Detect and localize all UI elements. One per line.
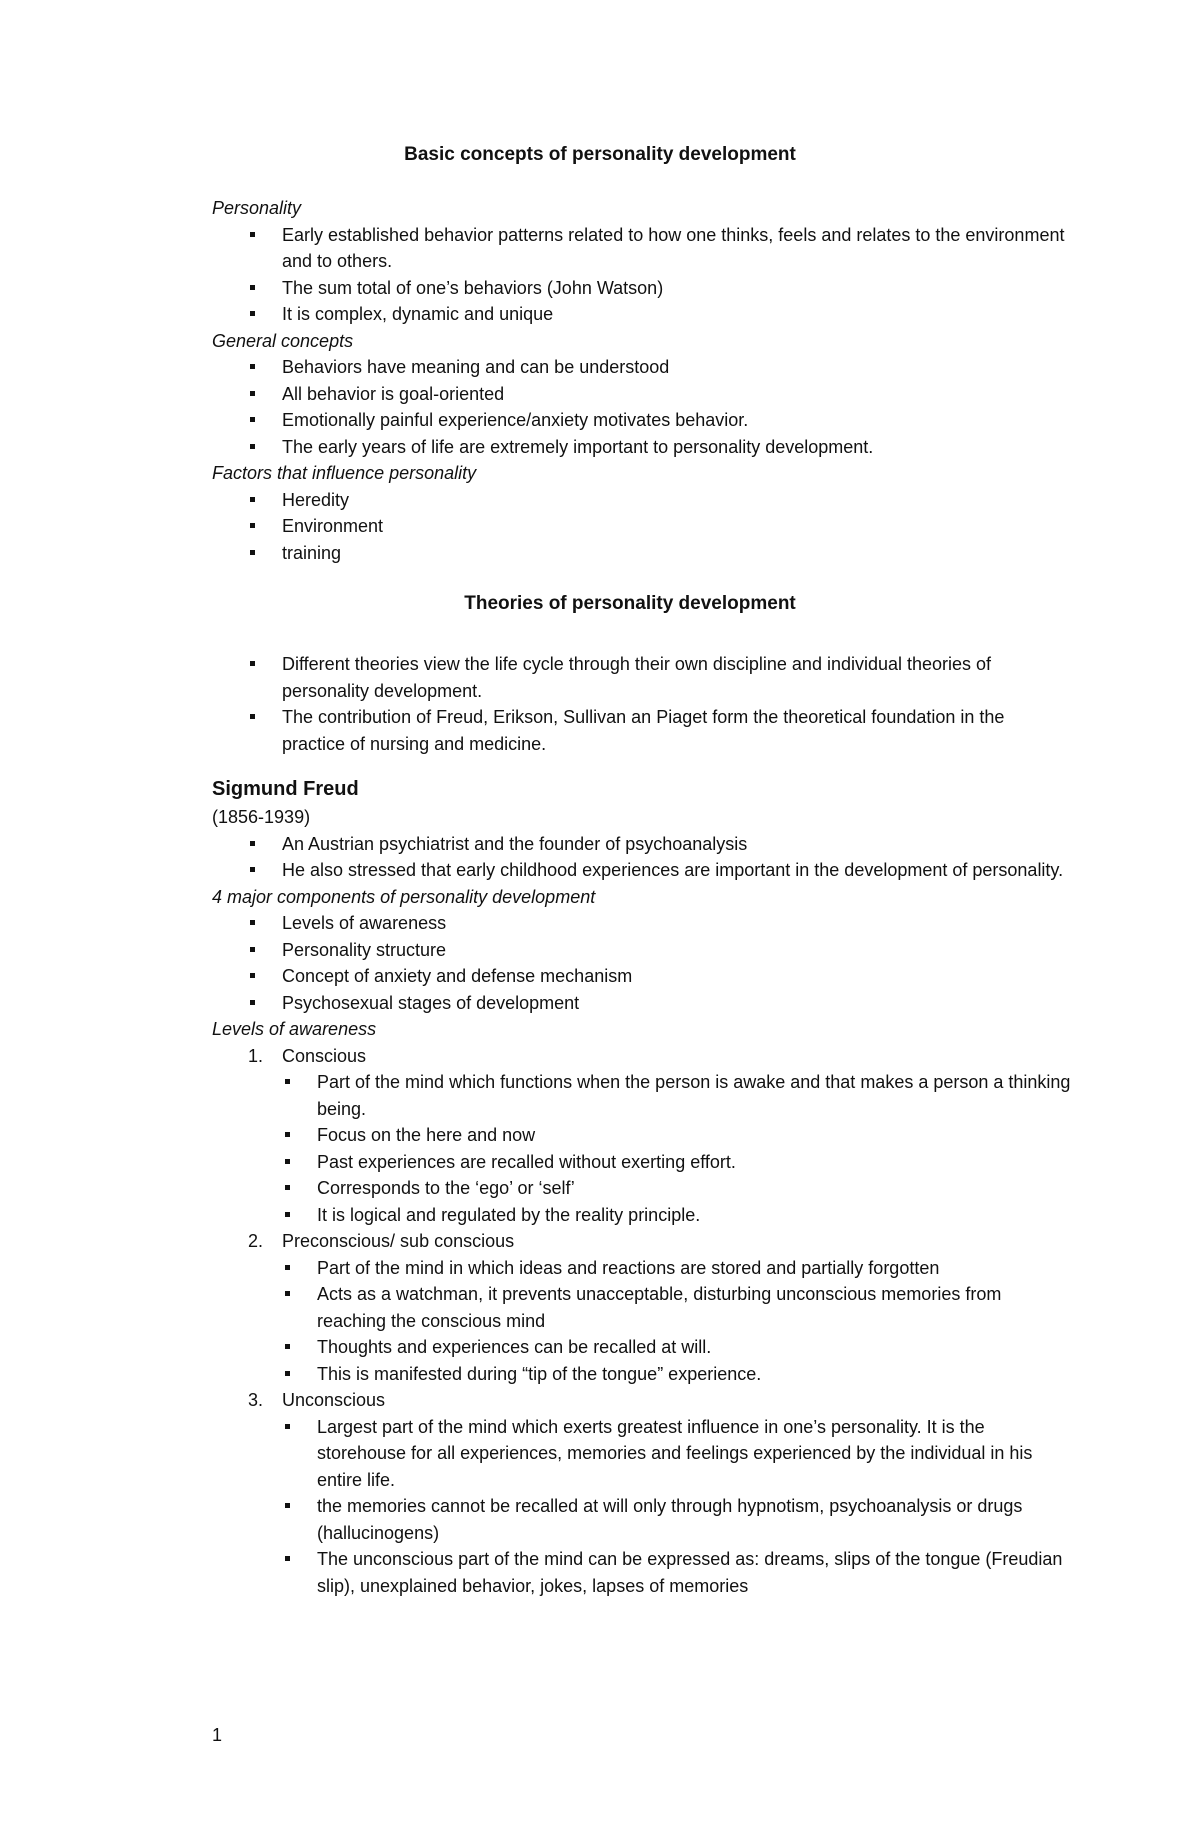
list-item: It is complex, dynamic and unique bbox=[282, 301, 1072, 328]
general-concepts-list bbox=[212, 354, 1072, 460]
list-item: The contribution of Freud, Erikson, Sullivan an Piaget form the theoretical foundation in the practice of nursing and medicine. bbox=[282, 704, 1072, 757]
page-number: 1 bbox=[212, 1725, 223, 1745]
subheading-personality: Personality bbox=[212, 198, 302, 218]
list-item: Behaviors have meaning and can be understood bbox=[282, 354, 1072, 381]
level-name: Unconscious bbox=[282, 1390, 386, 1410]
list-item: An Austrian psychiatrist and the founder of psychoanalysis bbox=[282, 831, 1072, 858]
list-item: Emotionally painful experience/anxiety motivates behavior. bbox=[282, 407, 1072, 434]
list-item: The unconscious part of the mind can be expressed as: dreams, slips of the tongue (Freudian slip), unexplained behavior, jokes, lapses of memories bbox=[317, 1546, 1072, 1599]
list-item: Different theories view the life cycle through their own discipline and individual theories of personality development. bbox=[282, 651, 1072, 704]
list-item: Heredity bbox=[282, 487, 1072, 514]
list-item: Part of the mind in which ideas and reactions are stored and partially forgotten bbox=[317, 1255, 1072, 1282]
section-title-theories: Theories of personality development bbox=[464, 593, 796, 614]
conscious-list bbox=[282, 1069, 1072, 1228]
freud-years: (1856-1939) bbox=[212, 807, 311, 827]
list-item: He also stressed that early childhood experiences are important in the development of personality. bbox=[282, 857, 1072, 884]
list-item: Past experiences are recalled without exerting effort. bbox=[317, 1149, 1072, 1176]
list-item: The early years of life are extremely important to personality development. bbox=[282, 434, 1072, 461]
list-item: Levels of awareness bbox=[282, 910, 1072, 937]
list-item: Psychosexual stages of development bbox=[282, 990, 1072, 1017]
theories-list bbox=[212, 651, 1072, 757]
list-item: Environment bbox=[282, 513, 1072, 540]
list-item: Concept of anxiety and defense mechanism bbox=[282, 963, 1072, 990]
subheading-major-components: 4 major components of personality development bbox=[212, 886, 596, 907]
list-item: the memories cannot be recalled at will only through hypnotism, psychoanalysis or drugs (hallucinogens) bbox=[317, 1493, 1072, 1546]
subheading-factors: Factors that influence personality bbox=[212, 463, 477, 483]
list-item: Corresponds to the ‘ego’ or ‘self’ bbox=[317, 1175, 1072, 1202]
section-title-basic-concepts: Basic concepts of personality development bbox=[404, 144, 796, 165]
list-number: 2. bbox=[248, 1231, 264, 1251]
heading-sigmund-freud: Sigmund Freud bbox=[212, 778, 359, 800]
unconscious-list bbox=[282, 1414, 1072, 1600]
theories-block bbox=[212, 651, 1072, 757]
level-unconscious bbox=[248, 1387, 1072, 1599]
list-item: Early established behavior patterns related to how one thinks, feels and relates to the environment and to others. bbox=[282, 222, 1072, 275]
freud-block bbox=[212, 774, 1072, 1599]
list-item: Focus on the here and now bbox=[317, 1122, 1072, 1149]
list-number: 1. bbox=[248, 1045, 264, 1066]
factors-list bbox=[212, 487, 1072, 567]
level-name: Preconscious/ sub conscious bbox=[282, 1231, 515, 1251]
list-item: All behavior is goal-oriented bbox=[282, 381, 1072, 408]
list-item: The sum total of one’s behaviors (John Watson) bbox=[282, 275, 1072, 302]
levels-list bbox=[212, 1043, 1072, 1600]
components-list bbox=[212, 910, 1072, 1016]
list-item: Acts as a watchman, it prevents unacceptable, disturbing unconscious memories from reaching the conscious mind bbox=[317, 1281, 1072, 1334]
subheading-general-concepts: General concepts bbox=[212, 330, 354, 351]
freud-bio-list bbox=[212, 831, 1072, 884]
preconscious-list bbox=[282, 1255, 1072, 1388]
list-item: Part of the mind which functions when the person is awake and that makes a person a thinking being. bbox=[317, 1069, 1072, 1122]
list-item: It is logical and regulated by the reality principle. bbox=[317, 1202, 1072, 1229]
basic-concepts-block bbox=[212, 195, 1072, 566]
subheading-levels-of-awareness: Levels of awareness bbox=[212, 1019, 377, 1039]
level-name: Conscious bbox=[282, 1045, 367, 1066]
level-conscious bbox=[248, 1043, 1072, 1229]
list-number: 3. bbox=[248, 1390, 264, 1410]
list-item: Personality structure bbox=[282, 937, 1072, 964]
level-preconscious bbox=[248, 1228, 1072, 1387]
list-item: Largest part of the mind which exerts greatest influence in one’s personality. It is the storehouse for all experiences, memories and feelings experienced by the individual in his entire life. bbox=[317, 1414, 1072, 1494]
list-item: This is manifested during “tip of the tongue” experience. bbox=[317, 1361, 1072, 1388]
list-item: Thoughts and experiences can be recalled at will. bbox=[317, 1334, 1072, 1361]
personality-list bbox=[212, 222, 1072, 328]
list-item: training bbox=[282, 540, 1072, 567]
